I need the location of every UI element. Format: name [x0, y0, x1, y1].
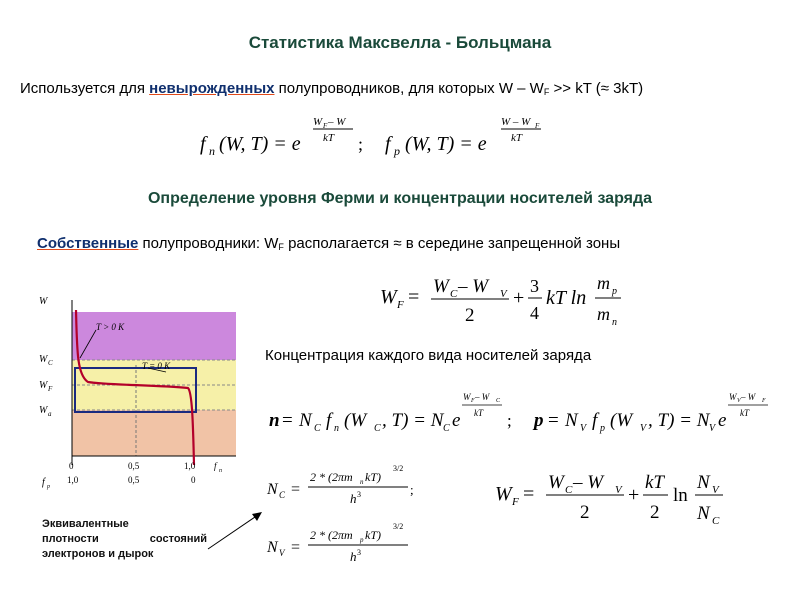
nv-dens-sub: V: [279, 548, 285, 558]
exp4-mid: – W: [741, 392, 756, 402]
nv-dens-num-sub: p: [360, 536, 364, 544]
fermi-heading: Определение уровня Ферми и концентрации носителей заряда: [147, 190, 653, 207]
wf1-num-mid: – W: [458, 276, 489, 297]
fermi-level-equation-1: [375, 266, 635, 332]
exp4-den: kT: [740, 408, 749, 418]
eq-p: =: [548, 410, 559, 431]
exp4-num-sub2: F: [762, 398, 766, 404]
exp1-num-rest: – W: [328, 116, 346, 128]
semicolon-1: ;: [358, 134, 364, 154]
wf2-num: W: [548, 472, 564, 493]
nc-three-half: 3/2: [393, 464, 404, 473]
fn-axis-label: f: [214, 461, 217, 471]
band-diagram: [36, 290, 236, 490]
fn-wc: f: [326, 410, 332, 431]
exp2-num: W – W: [501, 116, 531, 128]
fn-symbol: f: [200, 133, 206, 155]
nc-dens-kt: kT): [365, 470, 381, 484]
fp-axis-label: f: [42, 477, 45, 488]
nc-h: h: [350, 491, 357, 506]
fp-wv: f: [592, 410, 598, 431]
nc-1-sub: C: [314, 423, 321, 434]
nv-ratio-sub: V: [712, 484, 719, 496]
equivalent-density-note: [42, 517, 207, 562]
nv-dens-num: 2 * (2πm: [310, 528, 353, 542]
fp-tick-1: 1,0: [67, 475, 79, 485]
axis-w-label: W: [39, 296, 48, 307]
wv-label-sub: a: [48, 410, 52, 418]
nc-dens-num: 2 * (2πm: [310, 470, 353, 484]
eq-sign-1: =: [408, 286, 420, 308]
wf-label-sub: F: [48, 385, 53, 393]
wf2-lhs-sub: F: [512, 496, 519, 508]
wv-arg-end: , T) = N: [648, 410, 710, 431]
mn: m: [597, 304, 610, 324]
exp1-den: kT: [323, 132, 334, 144]
wf1-lhs: W: [380, 286, 397, 308]
note-line-2a: плотности: [42, 533, 99, 545]
fn-tick-1: 1,0: [184, 461, 196, 471]
distribution-equations: [195, 108, 575, 162]
note-line-3: электронов и дырок: [42, 548, 154, 560]
wc-label: W: [39, 354, 48, 365]
wf2-num-sub2: V: [615, 484, 622, 496]
eq-nc: =: [291, 481, 301, 498]
wf2-lhs: W: [495, 483, 512, 505]
wv-label: W: [39, 405, 48, 416]
mp-sub: p: [612, 286, 617, 297]
wv-arg: (W: [610, 410, 633, 431]
eq-n: =: [282, 410, 293, 431]
exp3-mid: – W: [475, 392, 490, 402]
wc-arg-sub: C: [374, 423, 381, 434]
plus-1: +: [513, 287, 525, 309]
exp2-den: kT: [511, 132, 522, 144]
usage-suffix: >> kT (≈ 3kT): [549, 80, 644, 97]
usage-middle: полупроводников, для которых W – W: [274, 80, 544, 97]
nv-ratio: N: [697, 472, 710, 493]
kt-num: kT: [645, 472, 664, 493]
concentration-text: Концентрация каждого вида носителей заряда: [265, 347, 592, 364]
wf2-num-mid: – W: [573, 472, 604, 493]
exp1-num: W: [313, 116, 323, 128]
t-gt0-label: T > 0 K: [96, 322, 125, 332]
fp-sub: p: [394, 144, 400, 158]
fn-sub: n: [209, 144, 215, 158]
fp-axis-sub: p: [47, 484, 50, 490]
nc-2-sub: C: [443, 423, 450, 434]
nondegenerate-highlight: невырожденных: [149, 80, 275, 97]
note-line-1: Эквивалентные: [42, 518, 129, 530]
nc-ratio: N: [697, 503, 710, 524]
nc-dens-sub: C: [279, 490, 286, 500]
semicolon-3: ;: [410, 482, 414, 497]
exp3-num-sub2: C: [496, 398, 501, 404]
intrinsic-sub: F: [278, 242, 284, 252]
nc-dens-num-sub: n: [360, 478, 364, 486]
note-line-2: [42, 532, 207, 547]
nc-1: N: [299, 410, 312, 431]
intrinsic-highlight: Собственные: [37, 235, 139, 252]
wc-arg-end: , T) = N: [382, 410, 444, 431]
usage-sub: F: [543, 87, 550, 97]
n-lhs: n: [269, 410, 280, 431]
kt-ln-1: kT ln: [546, 287, 587, 309]
concentration-equations: [262, 388, 782, 436]
intrinsic-suffix: располагается ≈ в середине запрещенной зоны: [283, 235, 621, 252]
wv-arg-sub: V: [640, 423, 647, 434]
intrinsic-middle: полупроводники: W: [138, 235, 279, 252]
nc-dens: N: [267, 481, 278, 498]
nv-dens: N: [267, 539, 278, 556]
wc-label-sub: C: [48, 359, 53, 367]
exp3-num: W: [463, 392, 471, 402]
exp1-num-sub: F: [323, 122, 328, 130]
mp: m: [597, 273, 610, 293]
nv-1-sub: V: [580, 423, 587, 434]
nv-three-half: 3/2: [393, 522, 404, 531]
nc-h-exp: 3: [357, 490, 361, 499]
conduction-band-fill: [72, 312, 236, 360]
nc-ratio-sub: C: [712, 515, 720, 527]
eq-nv: =: [291, 539, 301, 556]
semicolon-2: ;: [507, 411, 512, 430]
e-2: e: [718, 410, 727, 431]
nv-dens-kt: kT): [365, 528, 381, 542]
fp-tick-0: 0: [191, 475, 196, 485]
nv-2-sub: V: [709, 423, 716, 434]
intrinsic-line: [37, 235, 620, 252]
wf-label: W: [39, 380, 48, 391]
wf1-num-sub2: V: [500, 288, 507, 300]
exp3-den: kT: [474, 408, 483, 418]
exp3-num-sub1: F: [471, 398, 475, 404]
usage-prefix: Используется для: [20, 80, 150, 97]
exp4-num-sub1: V: [737, 398, 741, 404]
wc-arg: (W: [344, 410, 367, 431]
fp-wv-sub: p: [600, 423, 605, 434]
mn-sub: n: [612, 317, 617, 328]
fn-tick-0: 0: [69, 461, 74, 471]
p-lhs: p: [534, 410, 544, 431]
wf1-num-sub1: C: [450, 288, 458, 300]
exp4-num: W: [729, 392, 737, 402]
three: 3: [530, 276, 539, 296]
wf1-num: W: [433, 276, 449, 297]
fp-tick-05: 0,5: [128, 475, 140, 485]
usage-line: [20, 80, 643, 97]
valence-band-fill: [72, 410, 236, 456]
density-equations: [262, 456, 432, 576]
fn-args: (W, T) = e: [219, 133, 301, 155]
page-title: Статистика Максвелла - Больцмана: [248, 33, 552, 52]
nv-1: N: [565, 410, 578, 431]
wf2-num-sub1: C: [565, 484, 573, 496]
fp-args: (W, T) = e: [405, 133, 487, 155]
kt-den: 2: [650, 502, 660, 523]
nv-h: h: [350, 549, 357, 564]
fn-tick-05: 0,5: [128, 461, 140, 471]
fp-symbol: f: [385, 133, 391, 155]
fn-axis-sub: n: [219, 468, 222, 474]
ln-2: ln: [673, 485, 688, 506]
nv-h-exp: 3: [357, 548, 361, 557]
plus-2: +: [628, 484, 640, 506]
wf1-den: 2: [465, 305, 475, 326]
exp2-num-sub: F: [535, 122, 540, 130]
fn-wc-sub: n: [334, 423, 339, 434]
t-eq0-label: T = 0 K: [142, 361, 171, 371]
eq-sign-2: =: [523, 483, 535, 505]
arrow-icon: [200, 505, 270, 555]
note-line-2b: состояний: [149, 533, 207, 545]
wf2-den: 2: [580, 502, 590, 523]
wf1-lhs-sub: F: [397, 299, 404, 311]
e-1: e: [452, 410, 461, 431]
fermi-level-equation-2: [490, 462, 750, 532]
four: 4: [530, 303, 539, 323]
